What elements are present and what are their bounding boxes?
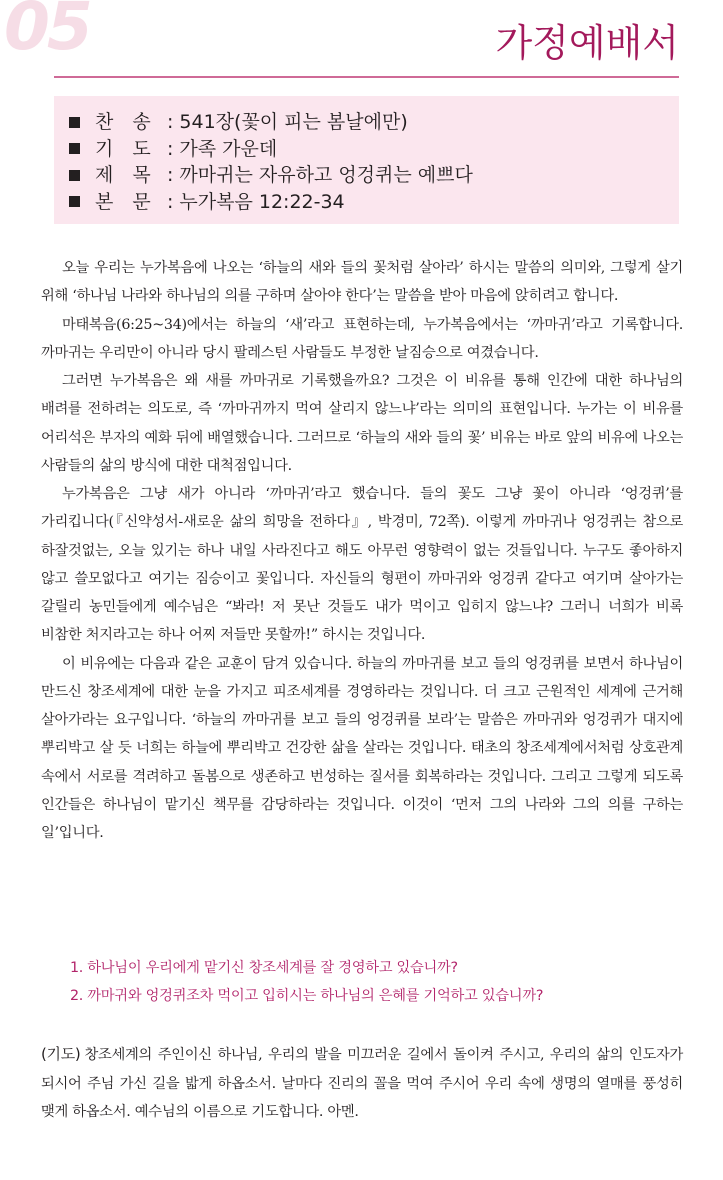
- info-value: 까마귀는 자유하고 엉겅퀴는 예쁘다: [179, 164, 473, 186]
- question-item: 1. 하나님이 우리에게 맡기신 창조세계를 잘 경영하고 있습니까?: [70, 960, 458, 976]
- closing-prayer: [41, 1040, 683, 1127]
- body-paragraph: 오늘 우리는 누가복음에 나오는 ‘하늘의 새와 들의 꽃처럼 살아라’ 하시는 말씀의 의미와, 그렇게 살기 위해 ‘하나님 나라와 하나님의 의를 구하며 살아야 한다’는 말씀을 받아 마음에 앉히려고 합니다.: [41, 260, 683, 305]
- info-value: 541장(꽃이 피는 봄날에만): [179, 111, 408, 133]
- info-label: 제 목: [95, 164, 151, 186]
- info-row-prayer: [69, 136, 679, 163]
- body-paragraph: 이 비유에는 다음과 같은 교훈이 담겨 있습니다. 하늘의 까마귀를 보고 들의 엉겅퀴를 보면서 하나님이 만드신 창조세계에 대한 눈을 가지고 피조세계를 경영하라는 것입니다. 더 크고 근원적인 세계에 근거해 살아가라는 요구입니다. ‘하늘의 까마귀를 보고 들의 엉겅퀴를 보라’는 말씀은 까마귀와 엉겅퀴가 대지에 뿌리박고 살 듯 너희는 하늘에 뿌리박고 건강한 삶을 살라는 것입니다. 태초의 창조세계에서처럼 상호관계 속에서 서로를 격려하고 돌봄으로 생존하고 번성하는 질서를 회복하라는 것입니다. 그리고 그렇게 되도록 인간들은 하나님이 맡기신 책무를 감당하라는 것입니다. 이것이 ‘먼저 그의 나라와 그의 의를 구하는 일’입니다.: [41, 655, 683, 841]
- info-colon: :: [167, 190, 174, 213]
- prayer-text: 창조세계의 주인이신 하나님, 우리의 발을 미끄러운 길에서 돌이켜 주시고, 우리의 삶의 인도자가 되시어 주님 가신 길을 밟게 하옵소서. 날마다 진리의 꼴을 먹여 주시어 우리 속에 생명의 열매를 풍성히 맺게 하옵소서. 예수님의 이름으로 기도합니다. 아멘.: [41, 1047, 683, 1120]
- square-bullet-icon: [69, 196, 80, 207]
- question-item: 2. 까마귀와 엉겅퀴조차 먹이고 입히시는 하나님의 은혜를 기억하고 있습니까?: [70, 988, 544, 1004]
- page-title: 가정예배서: [495, 21, 679, 65]
- header-divider: [54, 76, 679, 78]
- square-bullet-icon: [69, 117, 80, 128]
- body-paragraph: 마태복음(6:25~34)에서는 하늘의 ‘새’라고 표현하는데, 누가복음에서는 ‘까마귀’라고 기록합니다. 까마귀는 우리만이 아니라 당시 팔레스틴 사람들도 부정한 날짐승으로 여겼습니다.: [41, 316, 683, 361]
- page-number: 05: [4, 0, 90, 65]
- info-value: 가족 가운데: [179, 137, 278, 160]
- prayer-paragraph: [41, 1040, 683, 1127]
- square-bullet-icon: [69, 143, 80, 154]
- prayer-label: (기도): [41, 1045, 81, 1063]
- info-row-title: [69, 162, 679, 189]
- info-row-scripture: [69, 189, 679, 216]
- info-colon: :: [167, 137, 174, 160]
- info-colon: :: [167, 164, 174, 186]
- info-colon: :: [167, 111, 174, 133]
- info-label: 기 도: [95, 137, 151, 160]
- worship-info-box: [54, 96, 679, 224]
- info-label: 찬 송: [95, 111, 151, 133]
- sermon-body: [41, 254, 683, 847]
- info-label: 본 문: [95, 190, 151, 213]
- reflection-questions: [70, 954, 543, 1010]
- square-bullet-icon: [69, 170, 80, 181]
- info-value: 누가복음 12:22-34: [179, 190, 345, 213]
- body-paragraph: 누가복음은 그냥 새가 아니라 ‘까마귀’라고 했습니다. 들의 꽃도 그냥 꽃이 아니라 ‘엉겅퀴’를 가리킵니다(『신약성서-새로운 삶의 희망을 전하다』, 박경미, 72쪽). 이렇게 까마귀나 엉겅퀴는 참으로 하잘것없는, 오늘 있기는 하나 내일 사라진다고 해도 아무런 영향력이 없는 것들입니다. 누구도 좋아하지 않고 쓸모없다고 여기는 짐승이고 꽃입니다. 자신들의 형편이 까마귀와 엉겅퀴 같다고 여기며 살아가는 갈릴리 농민들에게 예수님은 “봐라! 저 못난 것들도 내가 먹이고 입히지 않느냐? 그러니 너희가 비록 비참한 처지라고는 하나 어찌 저들만 못할까!” 하시는 것입니다.: [41, 486, 683, 644]
- info-row-hymn: [69, 109, 679, 136]
- body-paragraph: 그러면 누가복음은 왜 새를 까마귀로 기록했을까요? 그것은 이 비유를 통해 인간에 대한 하나님의 배려를 전하려는 의도로, 즉 ‘까마귀까지 먹여 살리지 않느냐’라는 의미의 표현입니다. 누가는 이 비유를 어리석은 부자의 예화 뒤에 배열했습니다. 그러므로 ‘하늘의 새와 들의 꽃’ 비유는 바로 앞의 비유에 나오는 사람들의 삶의 방식에 대한 대척점입니다.: [41, 373, 683, 474]
